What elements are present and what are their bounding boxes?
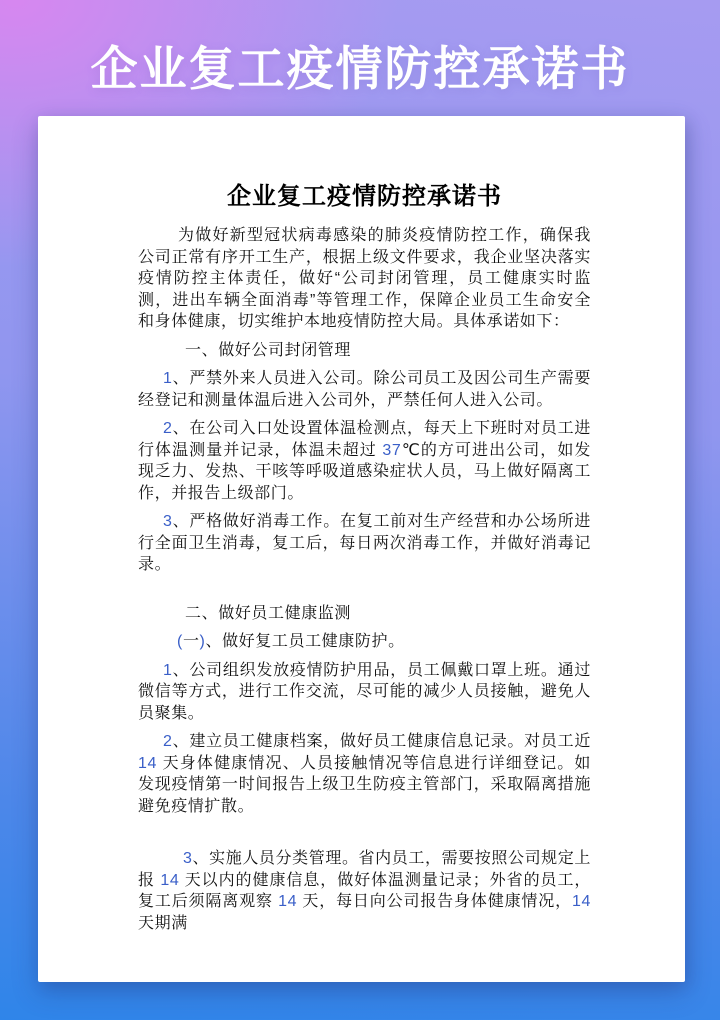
latin-text: 3	[163, 513, 173, 530]
document-content	[38, 116, 685, 934]
section-1-heading: 一、做好公司封闭管理	[185, 341, 352, 359]
latin-text: 2	[163, 420, 173, 437]
latin-text: 14	[571, 893, 591, 910]
latin-text: 1	[163, 370, 173, 387]
banner	[0, 0, 720, 116]
latin-text: 2	[163, 733, 173, 750]
latin-text: )	[199, 633, 206, 650]
latin-text: 3	[183, 850, 193, 867]
document-page	[38, 116, 685, 982]
banner-title: 企业复工疫情防控承诺书	[90, 42, 630, 95]
section-2-item-3: 3、实施人员分类管理。省内员工，需要按照公司规定上报 14 天以内的健康信息，做好体温测量记录；外省的员工，复工后须隔离观察 14 天，每日向公司报告身体健康情况，14 天期满	[138, 850, 591, 932]
latin-text: 14	[278, 893, 298, 910]
section-2-item-1: 1、公司组织发放疫情防护用品，员工佩戴口罩上班。通过微信等方式，进行工作交流，尽可能的减少人员接触，避免人员聚集。	[138, 661, 591, 722]
latin-text: (	[177, 633, 183, 650]
latin-text: 1	[163, 661, 173, 679]
section-1-item-1: 1、严禁外来人员进入公司。除公司员工及因公司生产需要经登记和测量体温后进入公司外，严禁任何人进入公司。	[138, 370, 591, 409]
document-title: 企业复工疫情防控承诺书	[227, 184, 502, 210]
section-1-item-3: 3、严格做好消毒工作。在复工前对生产经营和办公场所进行全面卫生消毒，复工后，每日两次消毒工作，并做好消毒记录。	[138, 513, 591, 573]
latin-text: 37	[382, 441, 402, 459]
section-2-heading: 二、做好员工健康监测	[185, 604, 352, 622]
paragraph-intro: 为做好新型冠状病毒感染的肺炎疫情防控工作，确保我公司正常有序开工生产，根据上级文件要求，我企业坚决落实疫情防控主体责任，做好“公司封闭管理，员工健康实时监测，进出车辆全面消毒”等管理工作，保障企业员工生命安全和身体健康，切实维护本地疫情防控大局。具体承诺如下：	[138, 227, 591, 330]
latin-text: 14	[160, 871, 180, 889]
section-2-item-2: 2、建立员工健康档案，做好员工健康信息记录。对员工近 14 天身体健康情况、人员接触情况等信息进行详细登记。如发现疫情第一时间报告上级卫生防疫主管部门，采取隔离措施避免疫情扩散。	[138, 733, 591, 815]
latin-text: 14	[138, 754, 157, 772]
section-2-subheading-1: (一)、做好复工员工健康防护。	[177, 633, 405, 650]
section-1-item-2: 2、在公司入口处设置体温检测点，每天上下班时对员工进行体温测量并记录，体温未超过 37℃的方可进出公司，如发现乏力、发热、干咳等呼吸道感染症状人员，马上做好隔离工作，并报告上级部门。	[138, 420, 591, 502]
